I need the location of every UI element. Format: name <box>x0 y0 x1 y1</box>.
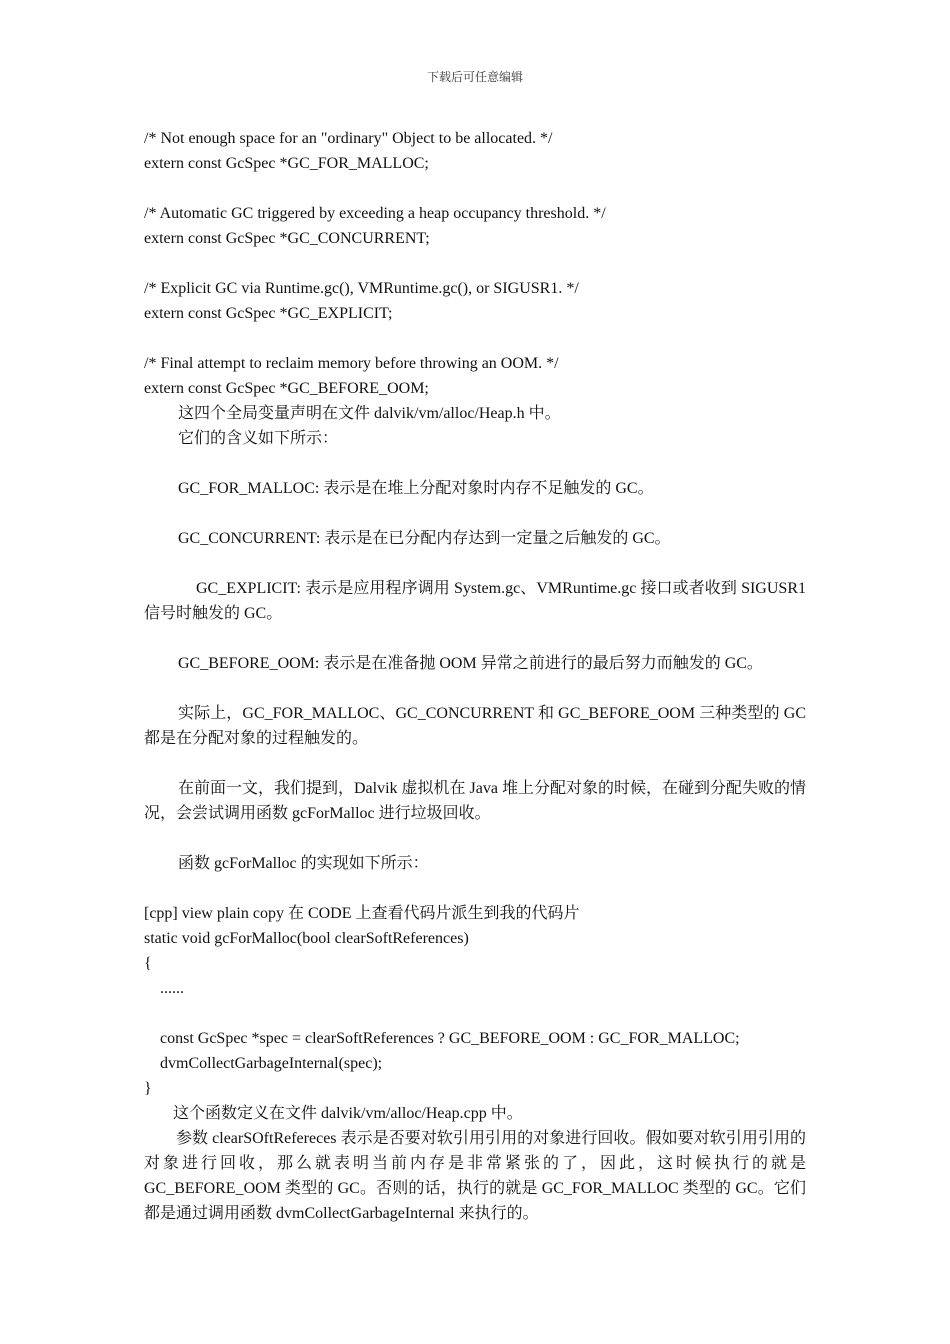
code-line: static void gcForMalloc(bool clearSoftReferences) <box>144 930 469 947</box>
document-body <box>144 126 806 1226</box>
paragraph-gc-for-malloc: GC_FOR_MALLOC: 表示是在堆上分配对象时内存不足触发的 GC。 <box>178 480 654 497</box>
code-line <box>144 326 806 351</box>
paragraph-impl-intro: 函数 gcForMalloc 的实现如下所示： <box>178 855 429 872</box>
code-line: extern const GcSpec *GC_BEFORE_OOM; <box>144 380 429 397</box>
paragraph-previous-article: 在前面一文，我们提到，Dalvik 虚拟机在 Java 堆上分配对象的时候，在碰到分配失败的情况，会尝试调用函数 gcForMalloc 进行垃圾回收。 <box>144 780 806 822</box>
spacer <box>144 876 806 901</box>
paragraph-gc-before-oom: GC_BEFORE_OOM: 表示是在准备抛 OOM 异常之前进行的最后努力而触发的 GC。 <box>178 655 763 672</box>
code-line: /* Not enough space for an "ordinary" Object to be allocated. */ <box>144 130 553 147</box>
spacer <box>144 751 806 776</box>
spacer <box>144 626 806 651</box>
code-line: /* Final attempt to reclaim memory before throwing an OOM. */ <box>144 355 559 372</box>
spacer <box>144 551 806 576</box>
code-line: extern const GcSpec *GC_CONCURRENT; <box>144 230 430 247</box>
code-line <box>144 1001 806 1026</box>
paragraph-param-explain: 参数 clearSOftRefereces 表示是否要对软引用引用的对象进行回收。假如要对软引用引用的对象进行回收，那么就表明当前内存是非常紧张的了，因此，这时候执行的就是 GC_BEFORE_OOM 类型的 GC。否则的话，执行的就是 GC_FOR_MALLOC 类型的 GC。它们都是通过调用函数 dvmCollectGarbageInternal 来执行的。 <box>144 1130 806 1222</box>
paragraph-meaning-intro: 它们的含义如下所示： <box>178 430 339 447</box>
code-line: /* Automatic GC triggered by exceeding a heap occupancy threshold. */ <box>144 205 606 222</box>
page-header: 下载后可任意编辑 <box>426 70 523 84</box>
spacer <box>144 501 806 526</box>
code-line: dvmCollectGarbageInternal(spec); <box>144 1055 383 1072</box>
code-toolbar: [cpp] view plain copy 在 CODE 上查看代码片派生到我的代码片 <box>144 905 580 922</box>
spacer <box>144 826 806 851</box>
spacer <box>144 676 806 701</box>
code-line: /* Explicit GC via Runtime.gc(), VMRuntime.gc(), or SIGUSR1. */ <box>144 280 579 297</box>
paragraph-def-location: 这个函数定义在文件 dalvik/vm/alloc/Heap.cpp 中。 <box>173 1105 523 1122</box>
code-line: extern const GcSpec *GC_FOR_MALLOC; <box>144 155 429 172</box>
code-line: { <box>144 955 152 972</box>
code-line: const GcSpec *spec = clearSoftReferences ? GC_BEFORE_OOM : GC_FOR_MALLOC; <box>144 1030 740 1047</box>
code-line: extern const GcSpec *GC_EXPLICIT; <box>144 305 393 322</box>
code-line <box>144 176 806 201</box>
code-block-gcformalloc <box>144 901 806 1101</box>
code-block-declarations <box>144 126 806 401</box>
code-line: } <box>144 1080 152 1097</box>
code-line: ...... <box>144 980 184 997</box>
paragraph-decl-location: 这四个全局变量声明在文件 dalvik/vm/alloc/Heap.h 中。 <box>178 405 561 422</box>
code-line <box>144 251 806 276</box>
paragraph-gc-explicit: GC_EXPLICIT: 表示是应用程序调用 System.gc、VMRuntime.gc 接口或者收到 SIGUSR1 信号时触发的 GC。 <box>144 580 806 622</box>
spacer <box>144 451 806 476</box>
paragraph-gc-concurrent: GC_CONCURRENT: 表示是在已分配内存达到一定量之后触发的 GC。 <box>178 530 671 547</box>
paragraph-actually: 实际上，GC_FOR_MALLOC、GC_CONCURRENT 和 GC_BEFORE_OOM 三种类型的 GC 都是在分配对象的过程触发的。 <box>144 705 806 747</box>
